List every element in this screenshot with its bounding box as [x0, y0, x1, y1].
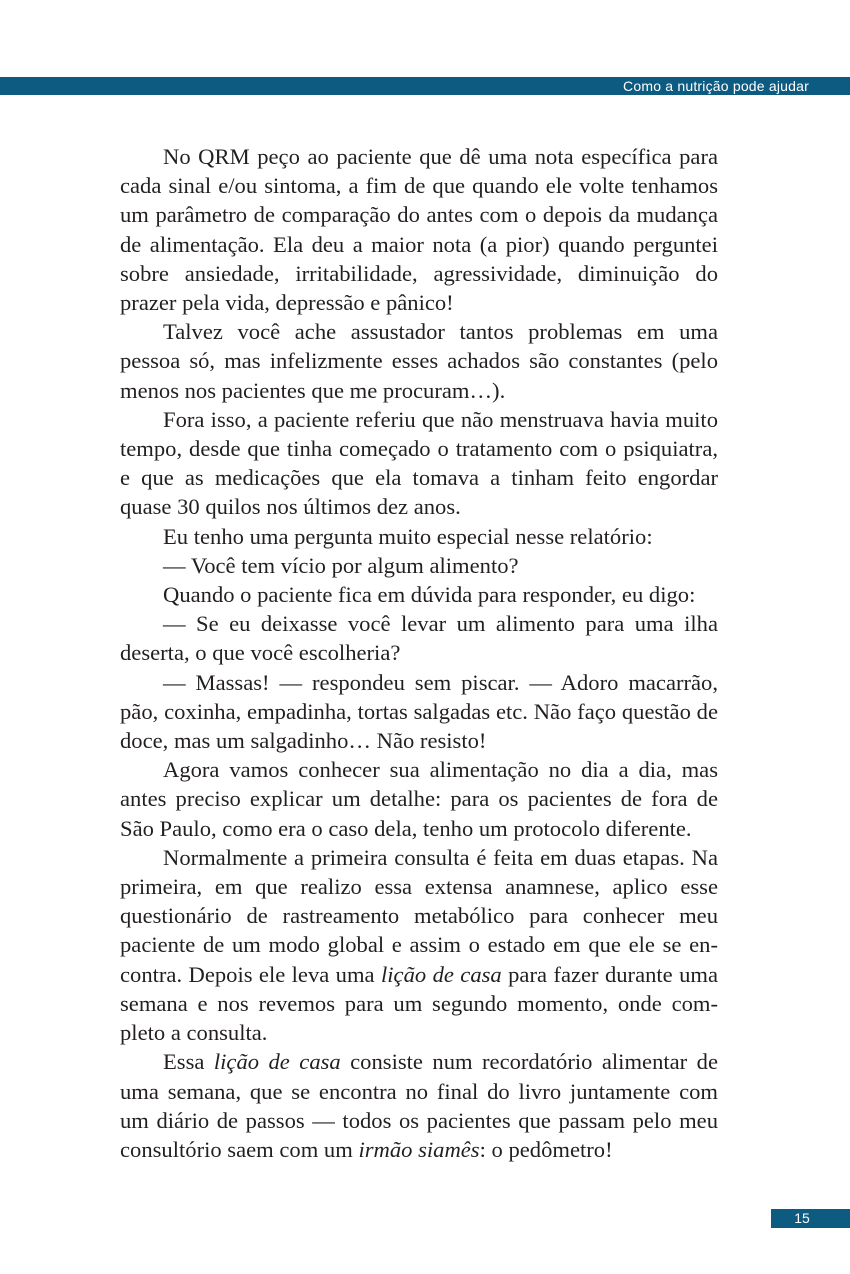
paragraph: Essa lição de casa consiste num recordatório alimentar de uma semana, que se encontra no final do livro juntamente com um diário de passos — todos os pacientes que passam pelo meu consultório saem com um irmão siamês: o pedômetro! — [120, 1049, 718, 1162]
italic-term: lição de casa — [213, 1049, 341, 1075]
dialogue-line: — Você tem vício por algum alimento? — [163, 552, 519, 578]
italic-term: irmão siamês — [358, 1136, 480, 1162]
paragraph: Talvez você ache assustador tantos problemas em uma pessoa só, mas infelizmente esses achados são constantes (pelo menos nos pacientes que me procuram…). — [120, 319, 718, 403]
paragraph: Quando o paciente fica em dúvida para responder, eu digo: — [163, 582, 696, 608]
dialogue-line: — Massas! — respondeu sem piscar. — Adoro macarrão, pão, coxinha, empadinha, tortas salgadas etc. Não faço questão de doce, mas um salgadinho… Não resisto! — [120, 669, 718, 754]
dialogue-line: — Se eu deixasse você levar um alimento para uma ilha deserta, o que você escolheria? — [120, 611, 718, 666]
paragraph: No QRM peço ao paciente que dê uma nota específica para cada sinal e/ou sintoma, a fim de que quando ele volte tenhamos um parâmetro de comparação do antes com o depois da mudança de alimentação. Ela deu a maior nota (a pior) quando perguntei sobre ansiedade, irritabilidade, agressividade, diminuição do prazer pela vida, depressão e pânico! — [120, 144, 718, 316]
paragraph: Eu tenho uma pergunta muito especial nesse relatório: — [163, 523, 653, 549]
paragraph: Normalmente a primeira consulta é feita em duas etapas. Na primeira, em que realizo essa extensa anamnese, aplico esse questionário de rastreamento metabólico para conhecer meu paciente de um modo global e assim o estado em que ele se encontra. Depois ele leva uma lição de casa para fazer durante uma semana e nos revemos para um segundo momento, onde completo a consulta. — [120, 844, 719, 1046]
italic-term: lição de casa — [381, 961, 502, 987]
paragraph: Fora isso, a paciente referiu que não menstruava havia muito tempo, desde que tinha começado o tratamento com o psiquiatra, e que as medicações que ela tomava a tinham feito engordar quase 30 quilos nos últimos dez anos. — [120, 406, 718, 520]
body-text — [120, 142, 718, 1164]
running-header-title: Como a nutrição pode ajudar — [623, 78, 809, 94]
running-header-bar — [0, 77, 850, 95]
page-number: 15 — [794, 1210, 810, 1226]
page-number-box — [771, 1209, 850, 1228]
paragraph: Agora vamos conhecer sua alimentação no dia a dia, mas antes preciso explicar um detalhe: para os pacientes de fora de São Paulo, como era o caso dela, tenho um protocolo diferente. — [120, 757, 718, 841]
